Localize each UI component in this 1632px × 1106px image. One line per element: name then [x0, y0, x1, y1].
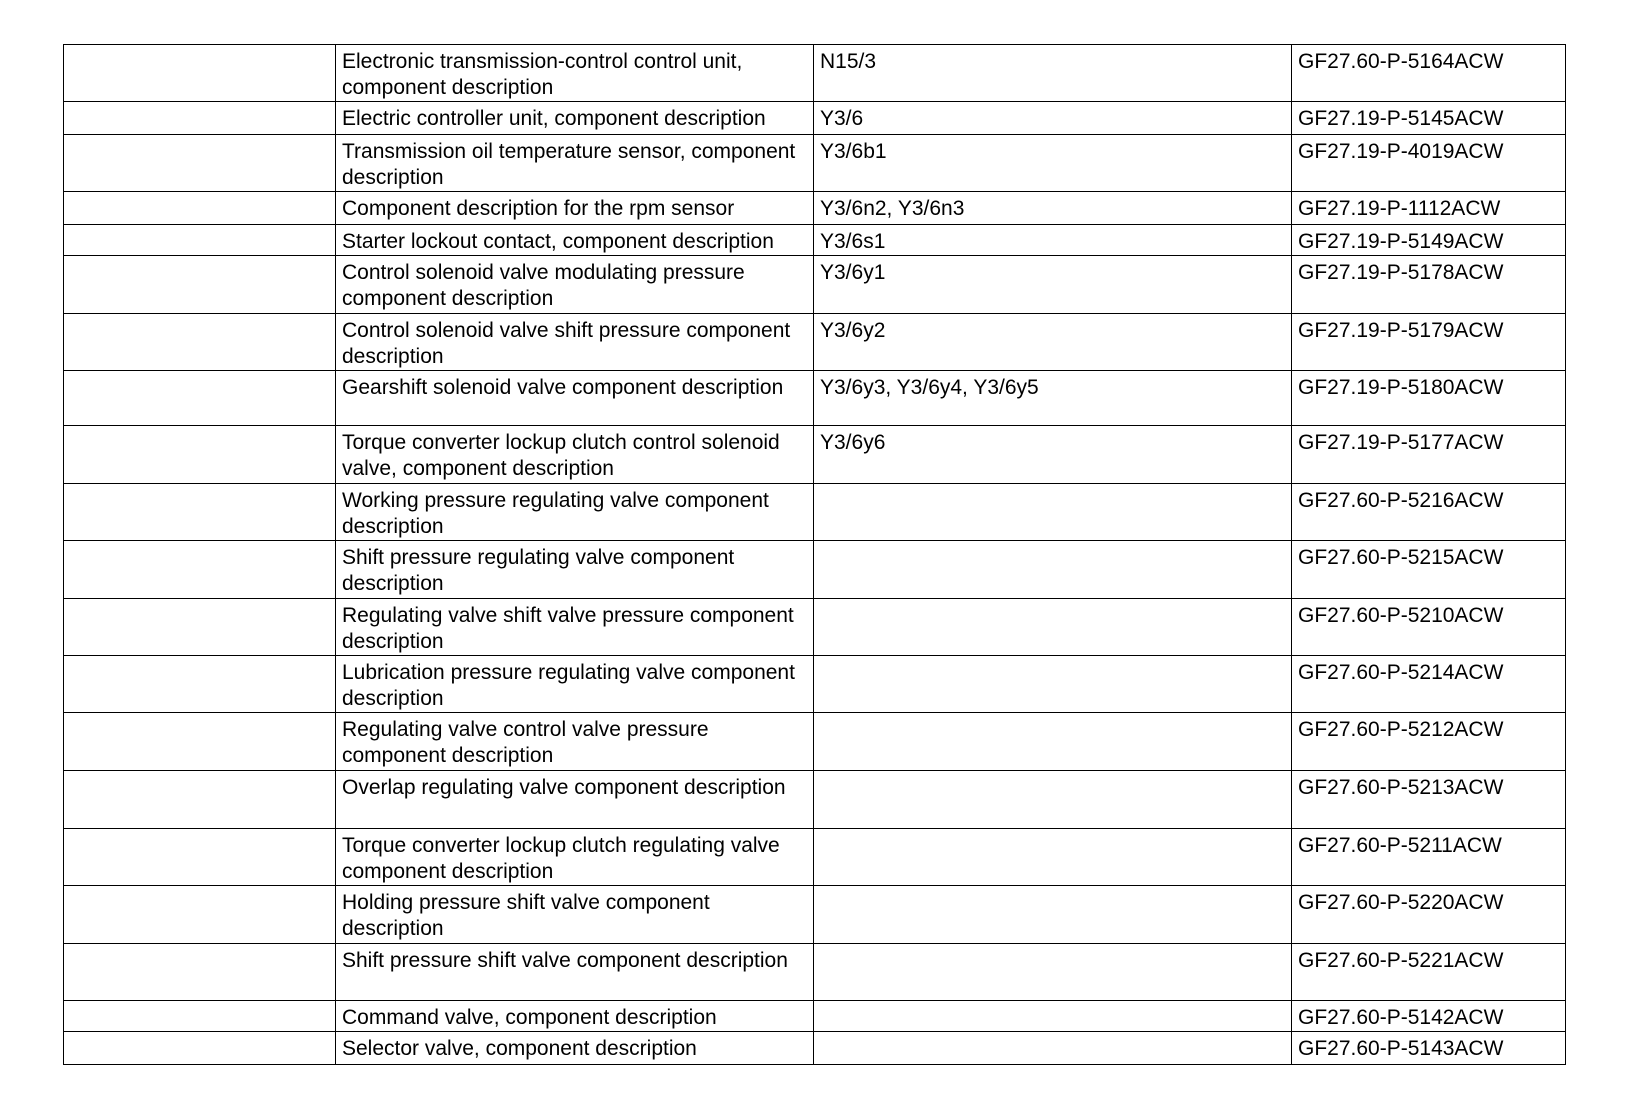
- description-cell: Shift pressure regulating valve component description: [336, 541, 814, 599]
- description-cell: Regulating valve shift valve pressure component description: [336, 599, 814, 656]
- description-cell: Component description for the rpm sensor: [336, 192, 814, 225]
- document-cell: GF27.60-P-5210ACW: [1292, 599, 1566, 656]
- document-cell: GF27.60-P-5221ACW: [1292, 944, 1566, 1001]
- document-cell: GF27.60-P-5211ACW: [1292, 829, 1566, 886]
- document-cell: GF27.60-P-5220ACW: [1292, 886, 1566, 944]
- blank-cell: [64, 484, 336, 541]
- table-row: [64, 484, 1566, 541]
- table-row: [64, 426, 1566, 484]
- component-cell: N15/3: [814, 45, 1292, 102]
- component-cell: [814, 599, 1292, 656]
- blank-cell: [64, 1032, 336, 1065]
- document-cell: GF27.19-P-5178ACW: [1292, 256, 1566, 314]
- component-cell: Y3/6y1: [814, 256, 1292, 314]
- blank-cell: [64, 656, 336, 713]
- component-cell: [814, 1001, 1292, 1032]
- table-row: [64, 135, 1566, 192]
- component-cell: [814, 944, 1292, 1001]
- table-row: [64, 45, 1566, 102]
- description-cell: Transmission oil temperature sensor, component description: [336, 135, 814, 192]
- component-reference-table: [63, 44, 1566, 1065]
- component-cell: Y3/6y6: [814, 426, 1292, 484]
- description-cell: Electronic transmission-control control unit, component description: [336, 45, 814, 102]
- component-cell: Y3/6: [814, 102, 1292, 135]
- table-body: [64, 45, 1566, 1065]
- blank-cell: [64, 1001, 336, 1032]
- description-cell: Control solenoid valve modulating pressure component description: [336, 256, 814, 314]
- description-cell: Torque converter lockup clutch control solenoid valve, component description: [336, 426, 814, 484]
- document-cell: GF27.19-P-5145ACW: [1292, 102, 1566, 135]
- blank-cell: [64, 45, 336, 102]
- blank-cell: [64, 771, 336, 829]
- blank-cell: [64, 829, 336, 886]
- description-cell: Shift pressure shift valve component description: [336, 944, 814, 1001]
- table-row: [64, 314, 1566, 371]
- description-cell: Electric controller unit, component description: [336, 102, 814, 135]
- component-cell: [814, 484, 1292, 541]
- document-cell: GF27.19-P-1112ACW: [1292, 192, 1566, 225]
- description-cell: Overlap regulating valve component description: [336, 771, 814, 829]
- component-cell: [814, 1032, 1292, 1065]
- document-cell: GF27.60-P-5142ACW: [1292, 1001, 1566, 1032]
- description-cell: Working pressure regulating valve component description: [336, 484, 814, 541]
- table-row: [64, 656, 1566, 713]
- description-cell: Regulating valve control valve pressure component description: [336, 713, 814, 771]
- document-cell: GF27.19-P-5177ACW: [1292, 426, 1566, 484]
- component-cell: [814, 886, 1292, 944]
- table-row: [64, 371, 1566, 426]
- component-cell: Y3/6y3, Y3/6y4, Y3/6y5: [814, 371, 1292, 426]
- description-cell: Starter lockout contact, component description: [336, 225, 814, 256]
- blank-cell: [64, 599, 336, 656]
- blank-cell: [64, 135, 336, 192]
- table-row: [64, 829, 1566, 886]
- blank-cell: [64, 256, 336, 314]
- table-row: [64, 1032, 1566, 1065]
- table-row: [64, 192, 1566, 225]
- blank-cell: [64, 713, 336, 771]
- document-cell: GF27.60-P-5215ACW: [1292, 541, 1566, 599]
- component-cell: Y3/6b1: [814, 135, 1292, 192]
- document-cell: GF27.60-P-5214ACW: [1292, 656, 1566, 713]
- document-cell: GF27.60-P-5212ACW: [1292, 713, 1566, 771]
- component-cell: [814, 656, 1292, 713]
- table-row: [64, 713, 1566, 771]
- component-cell: Y3/6s1: [814, 225, 1292, 256]
- table-row: [64, 944, 1566, 1001]
- document-cell: GF27.60-P-5143ACW: [1292, 1032, 1566, 1065]
- table-row: [64, 225, 1566, 256]
- table-row: [64, 1001, 1566, 1032]
- table-row: [64, 256, 1566, 314]
- component-cell: [814, 771, 1292, 829]
- description-cell: Command valve, component description: [336, 1001, 814, 1032]
- component-cell: [814, 541, 1292, 599]
- document-cell: GF27.19-P-5179ACW: [1292, 314, 1566, 371]
- blank-cell: [64, 886, 336, 944]
- component-cell: Y3/6n2, Y3/6n3: [814, 192, 1292, 225]
- blank-cell: [64, 426, 336, 484]
- document-cell: GF27.19-P-4019ACW: [1292, 135, 1566, 192]
- document-cell: GF27.60-P-5216ACW: [1292, 484, 1566, 541]
- blank-cell: [64, 192, 336, 225]
- table-row: [64, 886, 1566, 944]
- component-cell: [814, 829, 1292, 886]
- description-cell: Gearshift solenoid valve component description: [336, 371, 814, 426]
- blank-cell: [64, 541, 336, 599]
- component-cell: Y3/6y2: [814, 314, 1292, 371]
- blank-cell: [64, 371, 336, 426]
- document-cell: GF27.19-P-5149ACW: [1292, 225, 1566, 256]
- description-cell: Selector valve, component description: [336, 1032, 814, 1065]
- description-cell: Control solenoid valve shift pressure component description: [336, 314, 814, 371]
- description-cell: Holding pressure shift valve component description: [336, 886, 814, 944]
- description-cell: Lubrication pressure regulating valve component description: [336, 656, 814, 713]
- component-cell: [814, 713, 1292, 771]
- document-cell: GF27.60-P-5213ACW: [1292, 771, 1566, 829]
- table-row: [64, 771, 1566, 829]
- document-cell: GF27.19-P-5180ACW: [1292, 371, 1566, 426]
- blank-cell: [64, 225, 336, 256]
- blank-cell: [64, 102, 336, 135]
- blank-cell: [64, 314, 336, 371]
- table-row: [64, 599, 1566, 656]
- table-row: [64, 102, 1566, 135]
- table-row: [64, 541, 1566, 599]
- description-cell: Torque converter lockup clutch regulating valve component description: [336, 829, 814, 886]
- document-cell: GF27.60-P-5164ACW: [1292, 45, 1566, 102]
- blank-cell: [64, 944, 336, 1001]
